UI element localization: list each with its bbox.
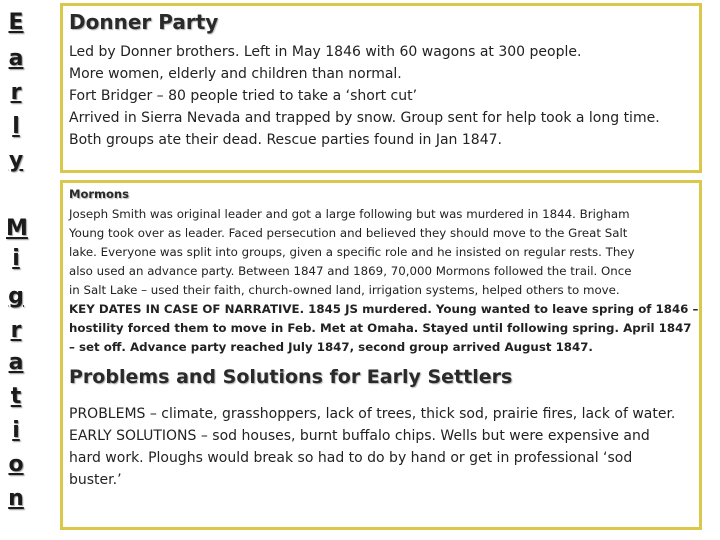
title-letter: a (8, 46, 24, 71)
mormons-heading: Mormons (69, 187, 129, 201)
title-letter: t (10, 384, 22, 409)
mormons-key-dates-line: hostility forced them to move in Feb. Met at Omaha. Stayed until following spring. April 1847 (69, 321, 692, 335)
mormons-line: lake. Everyone was split into groups, given a specific role and he insisted on regular rests. They (69, 245, 635, 259)
title-letter: i (12, 418, 20, 443)
mormons-line: also used an advance party. Between 1847 and 1869, 70,000 Mormons followed the trail. Once (69, 264, 632, 278)
donner-line: Both groups ate their dead. Rescue parties found in Jan 1847. (69, 132, 502, 148)
mormons-line: Joseph Smith was original leader and got a large following but was murdered in 1844. Brigham (69, 207, 630, 221)
problems-heading: Problems and Solutions for Early Settlers (69, 366, 513, 388)
mormons-key-dates-line: – set off. Advance party reached July 1847, second group arrived August 1847. (69, 340, 593, 354)
problems-line: buster.’ (69, 472, 122, 488)
mormons-line: in Salt Lake – used their faith, church-owned land, irrigation systems, helped others to move. (69, 283, 620, 297)
donner-line: Fort Bridger – 80 people tried to take a ‘short cut’ (69, 88, 418, 104)
mormons-panel (60, 180, 702, 358)
title-letter: a (8, 350, 24, 375)
title-letter: l (12, 114, 20, 139)
title-letter: M (6, 216, 28, 241)
problems-line: EARLY SOLUTIONS – sod houses, burnt buffalo chips. Wells but were expensive and (69, 428, 650, 444)
donner-line: Arrived in Sierra Nevada and trapped by snow. Group sent for help took a long time. (69, 110, 660, 126)
mormons-key-dates-line: KEY DATES IN CASE OF NARRATIVE. 1845 JS murdered. Young wanted to leave spring of 1846 – (69, 302, 699, 316)
problems-panel (60, 358, 702, 530)
title-letter: r (10, 80, 22, 105)
problems-line: hard work. Ploughs would break so had to do by hand or get in professional ‘sod (69, 450, 633, 466)
donner-line: More women, elderly and children than normal. (69, 66, 402, 82)
title-letter: y (8, 148, 24, 173)
title-letter: o (8, 452, 24, 477)
title-letter: r (10, 318, 22, 343)
donner-line: Led by Donner brothers. Left in May 1846 with 60 wagons at 300 people. (69, 44, 582, 60)
title-letter: n (8, 486, 24, 511)
donner-party-panel (60, 3, 702, 173)
title-letter: g (8, 284, 24, 309)
vertical-title (0, 0, 58, 540)
donner-heading: Donner Party (69, 10, 219, 34)
problems-line: PROBLEMS – climate, grasshoppers, lack of trees, thick sod, prairie fires, lack of water. (69, 406, 676, 422)
mormons-line: Young took over as leader. Faced persecution and believed they should move to the Great Salt (69, 226, 628, 240)
title-letter: E (8, 10, 24, 35)
title-letter: i (12, 246, 20, 271)
